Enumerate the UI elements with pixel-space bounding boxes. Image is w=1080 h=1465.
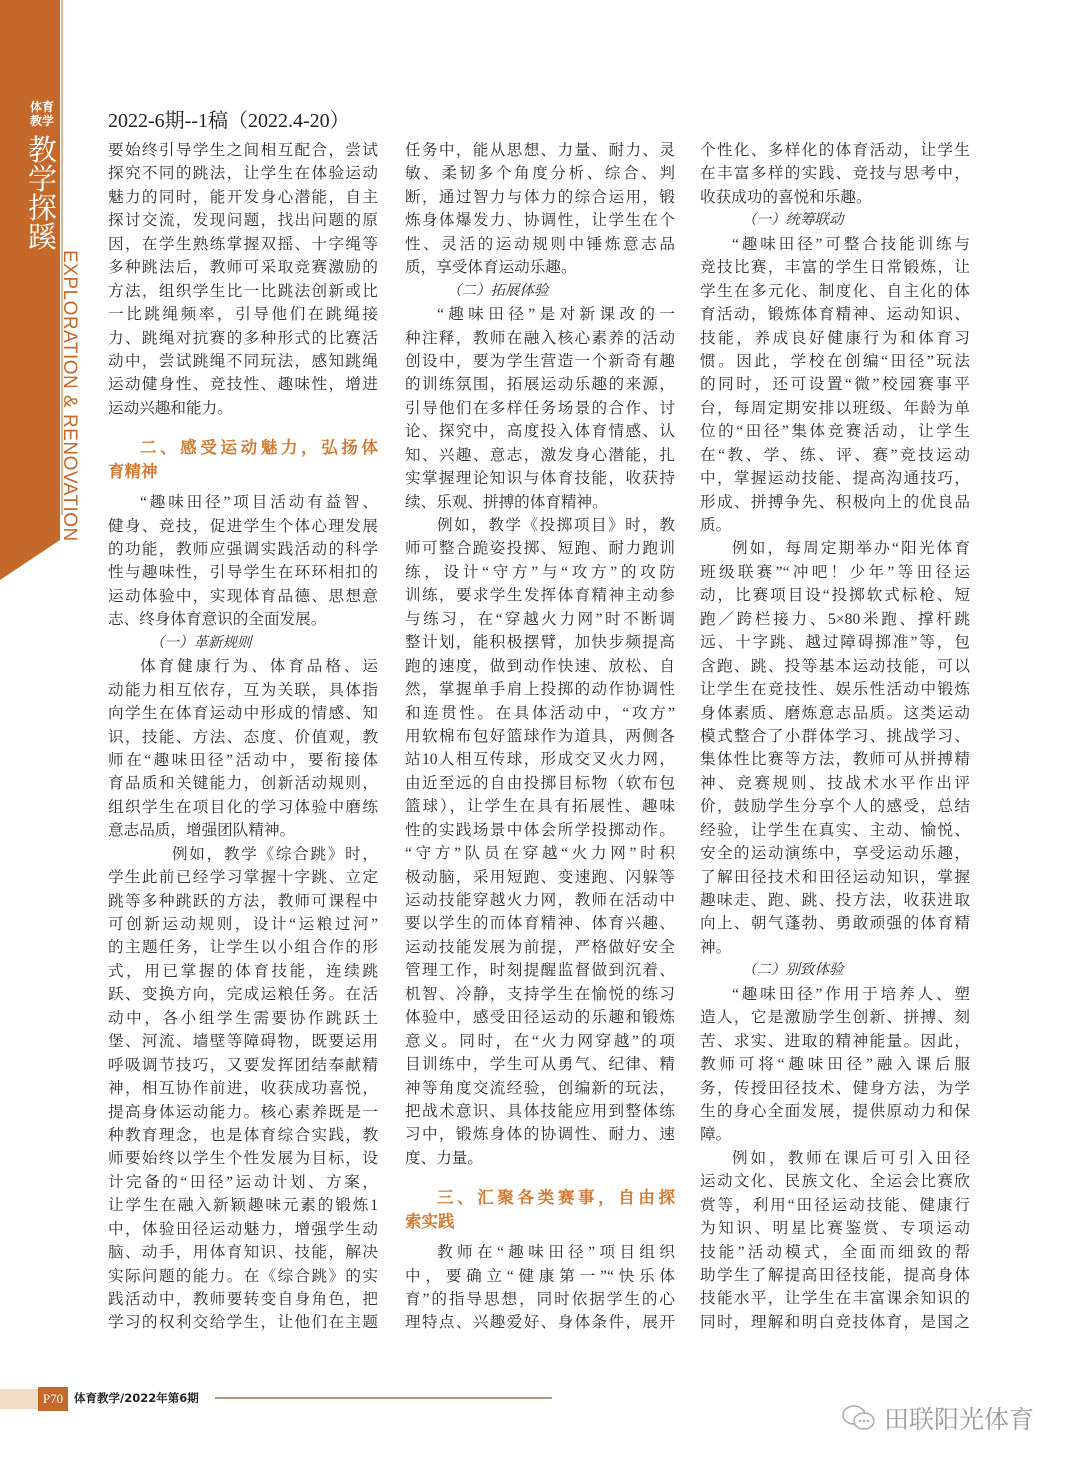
text-line: 教师可将“趣味田径”融入课后服 [700, 1056, 970, 1074]
text-line: 把战术意识、具体技能应用到整体练 [405, 1102, 675, 1120]
text-line: 体验中，感受田径运动的乐趣和锻炼 [405, 1009, 675, 1027]
text-line: 理特点、兴趣爱好、身体条件，展开 [405, 1314, 675, 1332]
text-line: （一）统筹联动 [742, 212, 844, 229]
text-line: 跃、变换方向，完成运粮任务。在活 [108, 986, 378, 1004]
text-line: 和连贯性。在具体活动中，“攻方” [405, 704, 675, 722]
text-line: 运动健身性、竞技性、趣味性，增进 [108, 376, 378, 394]
text-line: 要以学生的而体育精神、体育兴趣、 [405, 915, 675, 933]
text-line: 师可整合跪姿投掷、短跑、耐力跑训 [405, 540, 675, 558]
text-line: 体育健康行为、体育品格、运 [140, 658, 378, 676]
text-line: 技能”活动模式，全面而细致的帮 [700, 1243, 970, 1261]
text-line: 堡、河流、墙壁等障碍物，既要运用 [108, 1033, 378, 1051]
text-line: 务，传授田径技术、健身方法，为学 [700, 1079, 970, 1097]
page-number: P70 [38, 1387, 68, 1411]
footer-tab [0, 1389, 40, 1409]
text-line: 班级联赛”“冲吧！少年”等田径运 [700, 563, 970, 581]
text-line: 运动技能发展为前提，严格做好安全 [405, 938, 675, 956]
text-line: 学生在多元化、制度化、自主化的体 [700, 282, 970, 300]
text-line: 识，技能、方法、态度、价值观，教 [108, 728, 378, 746]
text-line: 助学生了解提高田径技能，提高身体 [700, 1267, 970, 1284]
text-line: 中，要确立“健康第一”“快乐体 [405, 1267, 675, 1285]
watermark-text: 田联阳光体育 [884, 1405, 1035, 1434]
section-title: 教学探蹊 [28, 133, 58, 254]
text-line: 要始终引导学生之间相互配合，尝试 [108, 142, 378, 159]
text-line: 动中，各小组学生需要协作跳跃土 [108, 1009, 378, 1027]
text-line: “趣味田径”是对新课改的一 [437, 306, 675, 324]
text-line: 整计划，能积极摆臂，加快步频提高 [405, 634, 675, 652]
text-line: 多种跳法后，教师可采取竞赛激励的 [108, 259, 378, 277]
text-line: 提高身体运动能力。核心素养既是一 [108, 1103, 378, 1121]
text-line: 收获成功的喜悦和乐趣。 [700, 188, 872, 206]
text-line: 方法，组织学生比一比跳法创新或比 [108, 282, 378, 300]
paragraph [405, 1241, 675, 1335]
text-line: 组织学生在项目化的学习体验中磨练 [108, 798, 378, 816]
text-line: 师在“趣味田径”活动中，要衔接体 [108, 751, 378, 769]
text-line: 式，用已掌握的体育技能，连续跳 [108, 962, 378, 980]
text-line: 师要始终以学生个性发展为目标，设 [108, 1150, 378, 1168]
text-line: 价，鼓励学生分享个人的感受，总结 [700, 798, 970, 816]
text-line: 经验，让学生在真实、主动、愉悦、 [700, 821, 970, 839]
subsection-heading [108, 632, 378, 655]
text-line: 神、竞赛规则、技战术水平作出评 [700, 774, 970, 792]
text-line: 位的“田径”集体竞赛活动，让学生 [700, 423, 970, 441]
text-line: 赏等，利用“田径运动技能、健康行 [700, 1196, 970, 1214]
text-line: 例如，教师在课后可引入田径 [732, 1149, 970, 1167]
text-line: 例如，每周定期举办“阳光体育 [732, 540, 970, 558]
paragraph [108, 139, 378, 420]
text-line: 与练习，在“穿越火力网”时不断调 [405, 610, 675, 628]
text-line: 个性化、多样化的体育活动，让学生 [700, 142, 970, 159]
text-line: 教师在“趣味田径”项目组织 [437, 1244, 675, 1262]
text-line: “守方”队员在穿越“火力网”时积 [405, 845, 675, 863]
text-line: 的同时，还可设置“微”校园赛事平 [700, 376, 970, 394]
paragraph [108, 843, 378, 1335]
text-line: （二）拓展体验 [447, 282, 549, 299]
subsection-heading [700, 959, 970, 982]
text-line: 安全的运动演练中，享受运动乐趣， [700, 845, 970, 863]
text-line: 敏、柔韧多个角度分析、综合、判 [405, 165, 675, 183]
text-line: 中，掌握运动技能、提高沟通技巧， [700, 470, 970, 488]
text-line: 的主题任务，让学生以小组合作的形 [108, 939, 378, 957]
text-line: 探究不同的跳法，让学生在体验运动 [108, 165, 378, 183]
text-line: 台，每周定期安排以班级、年龄为单 [700, 399, 970, 417]
text-line: 用软棉布包好篮球作为道具，两侧各 [405, 727, 675, 745]
text-line: 同时，理解和明白竞技体育，是国之 [700, 1313, 970, 1331]
footer-rule [215, 1397, 552, 1399]
text-line: 力、跳绳对抗赛的多种形式的比赛活 [108, 329, 378, 347]
text-line: 例如，教学《投掷项目》时，教 [437, 517, 675, 534]
text-line: 模式整合了小群体学习、挑战学习、 [700, 727, 970, 745]
paragraph [405, 514, 675, 1170]
text-line: 为知识、明星比赛鉴赏、专项运动 [700, 1220, 970, 1238]
text-line: 魅力的同时，能开发身心潜能，自主 [108, 188, 378, 206]
text-line: 脑、动手，用体育知识、技能，解决 [108, 1244, 378, 1262]
text-line: 种注释，教师在融入核心素养的活动 [405, 329, 675, 347]
text-line: 计完备的“田径”运动计划、方案， [108, 1173, 378, 1191]
section-english-title: EXPLORATION & RENOVATION [59, 250, 80, 542]
subsection-heading [700, 209, 970, 232]
text-line: 炼身体爆发力、协调性，让学生在个 [405, 212, 675, 230]
text-line: 跳等多种跳跃的方法，教师可课程中 [108, 892, 378, 910]
text-line: 惯。因此，学校在创编“田径”玩法 [700, 352, 970, 370]
text-line: 站10人相互传球，形成交叉火力网， [405, 751, 675, 769]
text-line: （一）革新规则 [150, 634, 252, 651]
text-line: 机智、冷静，支持学生在愉悦的练习 [405, 985, 675, 1003]
journal-issue: 体育教学/2022年第6期 [74, 1391, 199, 1405]
text-line: 性的实践场景中体会所学投掷动作。 [405, 821, 675, 839]
draft-label: 2022-6期--1稿（2022.4-20） [108, 110, 350, 132]
text-line: 呼吸调节技巧，又要发挥团结奉献精 [108, 1056, 378, 1074]
text-line: 性与趣味性，引导学生在环环相扣的 [108, 564, 378, 582]
text-line: 的训练氛围，拓展运动乐趣的来源， [405, 376, 675, 394]
paragraph [405, 303, 675, 514]
text-line: 度、力量。 [405, 1149, 483, 1167]
text-line: 断，通过智力与体力的综合运用，锻 [405, 188, 675, 206]
text-line: 运动兴趣和能力。 [108, 399, 233, 417]
text-line: 创设中，要为学生营造一个新奇有趣 [405, 352, 675, 370]
text-line: 知、兴趣、意志，激发身心潜能，扎 [405, 446, 675, 464]
article-column-1 [108, 139, 378, 1335]
paragraph [108, 491, 378, 632]
text-line: 引导他们在多样任务场景的合作、讨 [405, 399, 675, 417]
text-line: 育”的指导思想，同时依据学生的心 [405, 1291, 675, 1308]
subsection-heading [405, 280, 675, 303]
text-line: 趣味走、跑、跳、投方法，收获进取 [700, 892, 970, 909]
text-line: 任务中，能从思想、力量、耐力、灵 [405, 142, 675, 159]
text-line: 学生此前已经学习掌握十字跳、立定 [108, 869, 378, 887]
text-line: 育精神 [108, 462, 158, 481]
text-line: 形成、拼搏争先、积极向上的优良品 [700, 493, 970, 511]
text-line: 论、探究中，高度投入体育情感、认 [405, 423, 675, 441]
text-line: 动中，尝试跳绳不同玩法，感知跳绳 [108, 352, 378, 370]
text-line: 运动文化、民族文化、全运会比赛欣 [700, 1173, 970, 1191]
text-line: 一比跳绳频率，引导他们在跳绳接 [108, 306, 378, 324]
text-line: 学习的权利交给学生，让他们在主题 [108, 1314, 378, 1332]
text-line: 由近至远的自由投掷目标物（软布包 [405, 774, 675, 792]
text-line: 含跑、跳、投等基本运动技能，可以 [700, 657, 970, 675]
text-line: 育品质和关键能力，创新活动规则， [108, 775, 378, 793]
text-line: 志、终身体育意识的全面发展。 [108, 611, 327, 629]
text-line: 竞技比赛，丰富的学生日常锻炼，让 [700, 259, 970, 277]
paragraph [700, 537, 970, 959]
text-line: 性、灵活的运动规则中锤炼意志品 [405, 235, 675, 253]
text-line: 向学生在体育运动中形成的情感、知 [108, 705, 378, 723]
text-line: 运动技能穿越火力网，教师在活动中 [405, 892, 675, 909]
paragraph [700, 233, 970, 538]
text-line: 二、感受运动魅力，弘扬体 [140, 439, 378, 458]
section-heading [405, 1187, 675, 1234]
text-line: 意志品质，增强团队精神。 [108, 822, 296, 840]
text-line: 神等角度交流经验，创编新的玩法， [405, 1079, 675, 1097]
text-line: 质，享受体育运动乐趣。 [405, 259, 577, 277]
text-line: 极动脑，采用短跑、变速跑、闪躲等 [405, 868, 675, 886]
text-line: 生的身心全面发展，提供原动力和保 [700, 1102, 970, 1120]
text-line: 管理工作，时刻提醒监督做到沉着、 [405, 962, 675, 980]
text-line: 在丰富多样的实践、竞技与思考中， [700, 165, 970, 183]
text-line: 动能力相互依存，互为关联，具体指 [108, 681, 378, 699]
text-line: 在“教、学、练、评、赛”竞技运动 [700, 446, 970, 464]
text-line: 例如，教学《综合跳》时， [172, 845, 378, 863]
text-line: 练，设计“守方”与“攻方”的攻防 [405, 563, 675, 581]
text-line: 质。 [700, 517, 732, 534]
text-line: 神。 [700, 938, 732, 956]
text-line: 篮球），让学生在具有拓展性、趣味 [405, 798, 675, 816]
text-line: 训练，要求学生发挥体育精神主动参 [405, 587, 675, 605]
text-line: 因，在学生熟练掌握双摇、十字绳等 [108, 235, 378, 253]
text-line: 动，比赛项目设“投掷软式标枪、短 [700, 587, 970, 605]
article-column-2 [405, 139, 675, 1335]
text-line: 实际问题的能力。在《综合跳》的实 [108, 1267, 378, 1285]
paragraph [405, 139, 675, 280]
text-line: 三、汇聚各类赛事，自由探 [437, 1189, 675, 1208]
section-color-band [0, 0, 60, 580]
text-line: 让学生在融入新颖趣味元素的锻炼1 [108, 1197, 378, 1215]
article-column-3 [700, 139, 970, 1334]
text-line: 造人，它是激励学生创新、拼搏、刻 [700, 1009, 970, 1027]
paragraph [700, 1147, 970, 1335]
text-line: 种教育理念，也是体育综合实践，教 [108, 1126, 378, 1144]
text-line: 践活动中，教师要转变自身角色，把 [108, 1291, 378, 1308]
text-line: 探讨交流，发现问题，找出问题的原 [108, 212, 378, 230]
text-line: 障。 [700, 1126, 732, 1144]
text-line: 技能，养成良好健康行为和体育习 [700, 329, 970, 347]
text-line: 向上、朝气蓬勃、勇敢顽强的体育精 [700, 915, 970, 933]
text-line: 索实践 [405, 1212, 455, 1231]
text-line: 实掌握理论知识与体育技能，收获持 [405, 470, 675, 488]
text-line: 育活动，锻炼体育精神、运动知识、 [700, 306, 970, 324]
text-line: 身体素质、磨炼意志品质。这类运动 [700, 704, 970, 722]
paragraph [700, 983, 970, 1147]
text-line: 神，相互协作前进，收获成功喜悦， [108, 1080, 378, 1098]
text-line: 中，体验田径运动魅力，增强学生动 [108, 1220, 378, 1238]
text-line: 健身、竞技，促进学生个体心理发展 [108, 517, 378, 535]
paragraph [108, 655, 378, 843]
text-line: 目训练中，学生可从勇气、纪律、精 [405, 1056, 675, 1074]
text-line: 运动体验中，实现体育品德、思想意 [108, 587, 378, 605]
text-line: 的功能，教师应强调实践活动的科学 [108, 541, 378, 558]
text-line: 续、乐观、拼搏的体育精神。 [405, 493, 608, 511]
magazine-label: 体育教学 [30, 100, 55, 128]
text-line: 苦、求实、进取的精神能量。因此， [700, 1032, 970, 1050]
text-line: （二）别致体验 [742, 962, 844, 979]
text-line: “趣味田径”作用于培养人、塑 [732, 985, 970, 1003]
text-line: 然，掌握单手肩上投掷的动作协调性 [405, 681, 675, 699]
text-line: 可创新运动规则，设计“运粮过河” [108, 916, 378, 933]
text-line: 远、十字跳、越过障碍掷准”等，包 [700, 634, 970, 652]
text-line: 意义。同时，在“火力网穿越”的项 [405, 1032, 675, 1050]
text-line: 了解田径技术和田径运动知识，掌握 [700, 868, 970, 886]
wechat-icon [840, 1403, 878, 1433]
text-line: 跑／跨栏接力、5×80米跑、撑杆跳 [700, 610, 970, 628]
text-line: “趣味田径”项目活动有益智、 [140, 494, 378, 512]
text-line: 习中，锻炼身体的协调性、耐力、速 [405, 1126, 675, 1144]
text-line: 技能水平，让学生在丰富课余知识的 [700, 1290, 970, 1308]
watermark [840, 1400, 1034, 1436]
text-line: “趣味田径”可整合技能训练与 [732, 235, 970, 253]
paragraph [700, 139, 970, 209]
section-heading [108, 437, 378, 484]
text-line: 让学生在竞技性、娱乐性活动中锻炼 [700, 681, 970, 699]
text-line: 集体性比赛等方法，教师可从拼搏精 [700, 751, 970, 769]
text-line: 跑的速度，做到动作快速、放松、自 [405, 657, 675, 675]
